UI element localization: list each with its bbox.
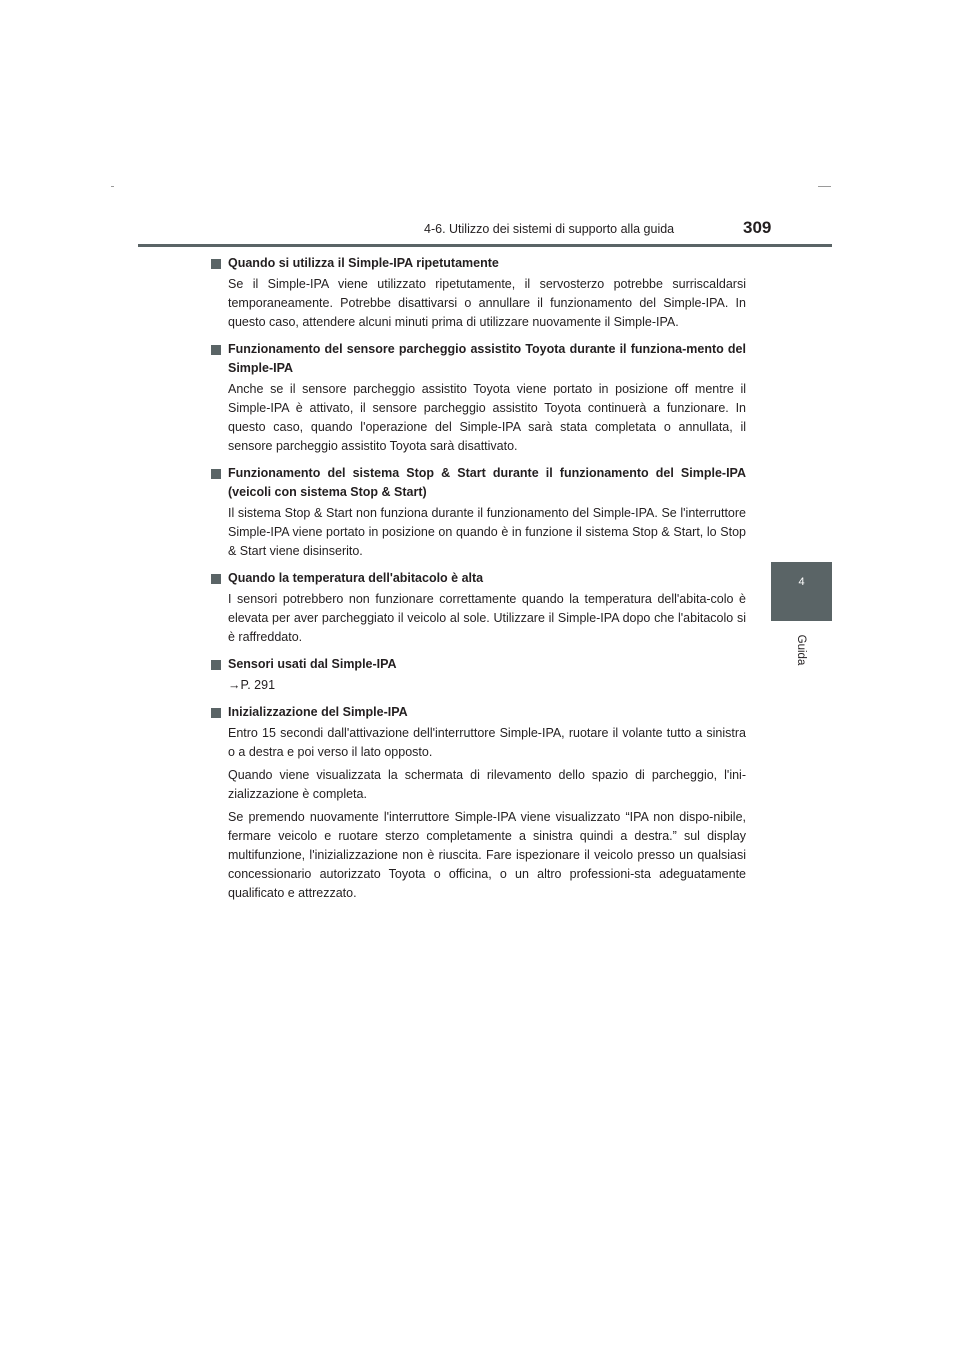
square-bullet-icon xyxy=(211,708,221,718)
section-initialization xyxy=(210,703,746,903)
section-title: 4-6. Utilizzo dei sistemi di supporto alla guida xyxy=(424,222,675,236)
main-content xyxy=(210,254,746,911)
section-heading-text: Funzionamento del sensore parcheggio assistito Toyota durante il funziona-mento del Simple-IPA xyxy=(228,342,746,375)
section-heading xyxy=(210,569,746,588)
chapter-tab xyxy=(771,562,832,621)
chapter-number: 4 xyxy=(798,576,805,588)
section-repeated-use xyxy=(210,254,746,332)
header-rule xyxy=(138,244,832,247)
section-paragraph: I sensori potrebbero non funzionare correttamente quando la temperatura dell'abita-colo è elevata per aver parcheggiato il veicolo al sole. Utilizzare il Simple-IPA dopo che l'abitacolo si è raffreddato. xyxy=(228,592,746,644)
square-bullet-icon xyxy=(211,259,221,269)
section-heading xyxy=(210,340,746,378)
section-high-temperature xyxy=(210,569,746,647)
page-reference: →P. 291 xyxy=(228,678,276,692)
section-heading-text: Quando si utilizza il Simple-IPA ripetutamente xyxy=(228,256,499,270)
section-heading-text: Sensori usati dal Simple-IPA xyxy=(228,657,397,671)
section-parking-sensor xyxy=(210,340,746,456)
section-heading xyxy=(210,703,746,722)
square-bullet-icon xyxy=(211,574,221,584)
square-bullet-icon xyxy=(211,469,221,479)
crop-mark-left xyxy=(111,186,114,187)
square-bullet-icon xyxy=(211,660,221,670)
section-paragraph: Il sistema Stop & Start non funziona durante il funzionamento del Simple-IPA. Se l'interruttore Simple-IPA viene portato in posizione on quando è in funzione il sistema Stop & Start, lo Stop & Start viene disinserito. xyxy=(228,506,746,558)
chapter-label: Guida xyxy=(795,634,807,666)
section-paragraph: Entro 15 secondi dall'attivazione dell'interruttore Simple-IPA, ruotare il volante tutto a sinistra o a destra e poi verso il lato opposto. xyxy=(228,726,746,759)
section-paragraph: Se premendo nuovamente l'interruttore Simple-IPA viene visualizzato “IPA non dispo-nibile, fermare veicolo e ruotare sterzo completamente a sinistra quindi a destra.” sul display multifunzione, l'inizializzazione non è riuscita. Fare ispezionare il veicolo presso un qualsiasi concessionario autorizzato Toyota o officina, o un altro professioni-sta adeguatamente qualificato e attrezzato. xyxy=(228,810,746,900)
section-heading-text: Quando la temperatura dell'abitacolo è alta xyxy=(228,571,484,585)
square-bullet-icon xyxy=(211,345,221,355)
section-paragraph: Quando viene visualizzata la schermata di rilevamento dello spazio di parcheggio, l'ini-zializzazione è completa. xyxy=(228,768,746,801)
section-heading xyxy=(210,464,746,502)
section-heading-text: Inizializzazione del Simple-IPA xyxy=(228,705,408,719)
section-heading-text: Funzionamento del sistema Stop & Start durante il funzionamento del Simple-IPA (veicoli con sistema Stop & Start) xyxy=(228,466,746,499)
section-heading xyxy=(210,254,746,273)
section-paragraph: Anche se il sensore parcheggio assistito Toyota viene portato in posizione off mentre il Simple-IPA è attivato, il sensore parcheggio assistito Toyota continuerà a funzionare. In questo caso, quando l'operazione del Simple-IPA sarà stata completata o annullata, il sensore parcheggio assistito Toyota sarà disattivato. xyxy=(228,382,746,453)
section-heading xyxy=(210,655,746,674)
section-sensors xyxy=(210,655,746,695)
page-number: 309 xyxy=(743,218,772,237)
section-paragraph: Se il Simple-IPA viene utilizzato ripetutamente, il servosterzo potrebbe surriscaldarsi temporaneamente. Potrebbe disattivarsi o annullare il funzionamento del Simple-IPA. In questo caso, attendere alcuni minuti prima di utilizzare nuovamente il Simple-IPA. xyxy=(228,277,746,329)
crop-mark-right xyxy=(818,186,831,187)
section-stop-start xyxy=(210,464,746,561)
